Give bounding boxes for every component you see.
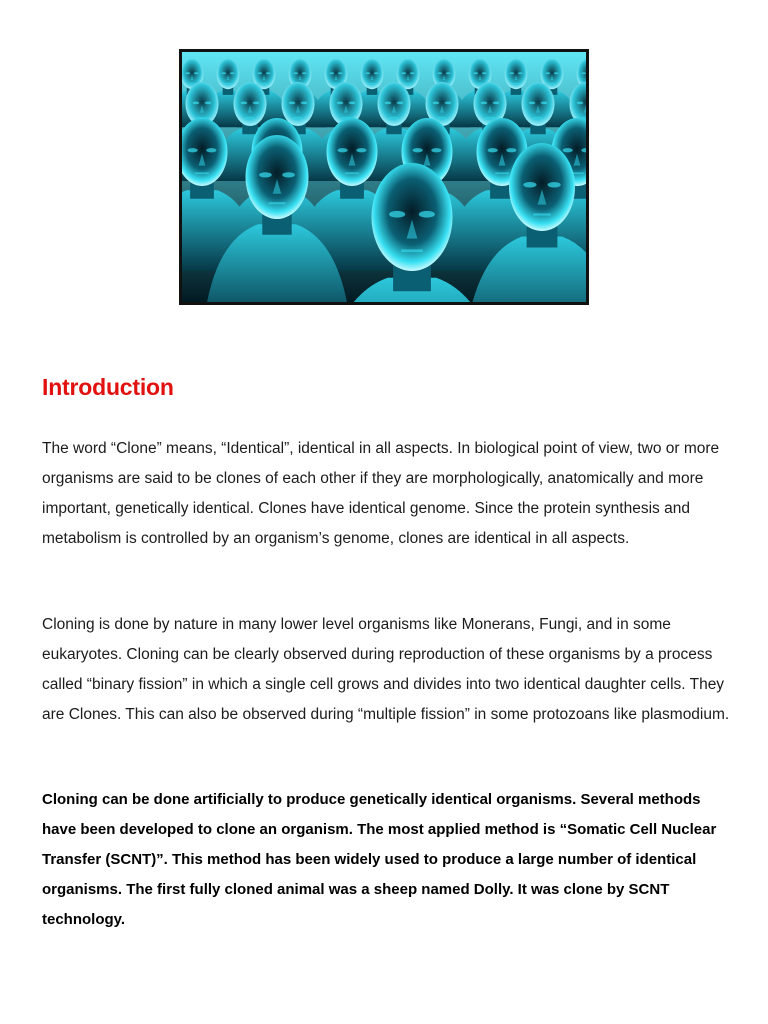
- clones-illustration: [182, 52, 586, 302]
- section-heading-introduction: Introduction: [42, 374, 174, 400]
- paragraph-natural-cloning: Cloning is done by nature in many lower level organisms like Monerans, Fungi, and in some eukaryotes. Cloning can be clearly observed during reproduction of these organisms by a process called “binary fission” in which a single cell grows and divides into two identical daughter cells. They are Clones. This can also be observed during “multiple fission” in some protozoans like plasmodium.: [42, 616, 730, 723]
- paragraph-artificial-cloning: Cloning can be done artificially to produce genetically identical organisms. Several methods have been developed to clone an organism. The most applied method is “Somatic Cell Nuclear Transfer (SCNT)”. This method has been widely used to produce a large number of identical organisms. The first fully cloned animal was a sheep named Dolly. It was clone by SCNT technology.: [42, 791, 717, 928]
- clones-hero-image: [179, 49, 589, 305]
- paragraph-clone-definition: The word “Clone” means, “Identical”, identical in all aspects. In biological point of view, two or more organisms are said to be clones of each other if they are morphologically, anatomically and more important, genetically identical. Clones have identical genome. Since the protein synthesis and metabolism is controlled by an organism’s genome, clones are identical in all aspects.: [42, 440, 720, 547]
